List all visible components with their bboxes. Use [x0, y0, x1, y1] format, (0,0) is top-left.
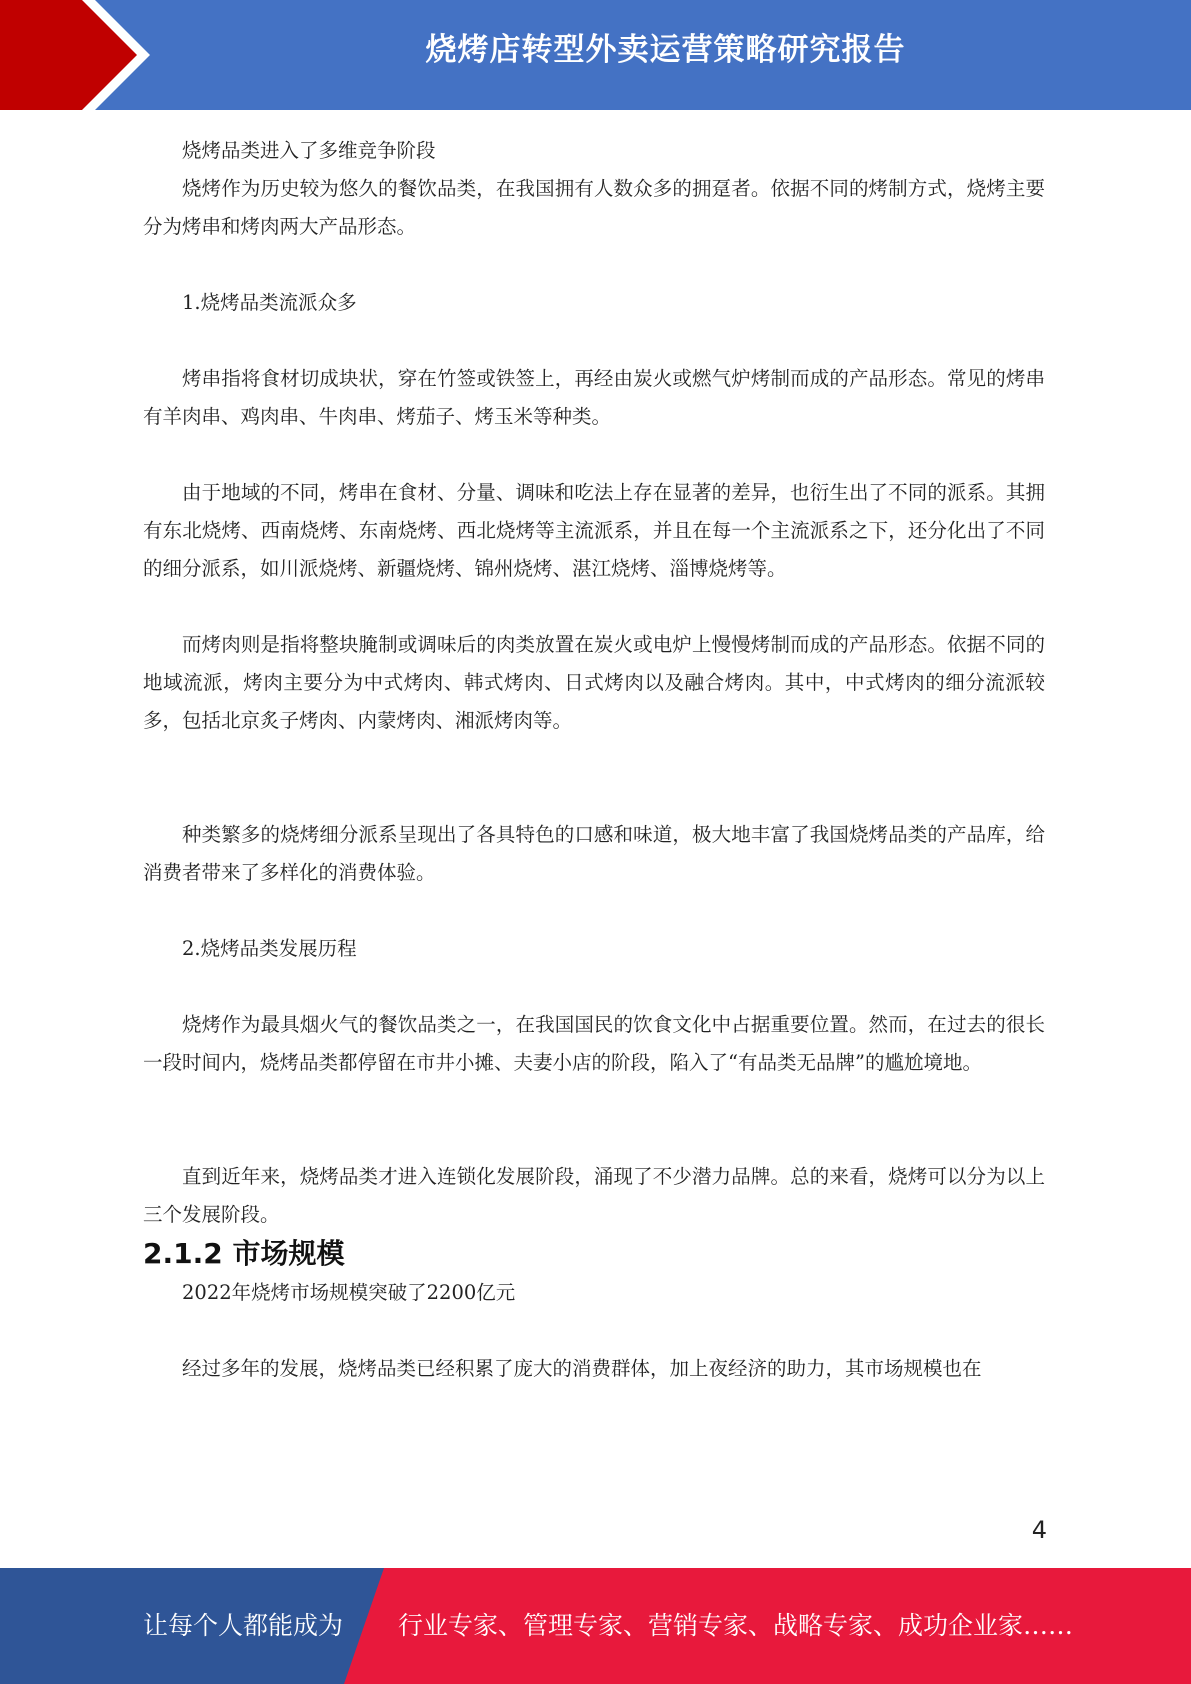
paragraph: 种类繁多的烧烤细分派系呈现出了各具特色的口感和味道，极大地丰富了我国烧烤品类的产品库，给消费者带来了多样化的消费体验。 — [143, 823, 1045, 884]
paragraph: 而烤肉则是指将整块腌制或调味后的肉类放置在炭火或电炉上慢慢烤制而成的产品形态。依据不同的地域流派，烤肉主要分为中式烤肉、韩式烤肉、日式烤肉以及融合烤肉。其中，中式烤肉的细分流派较多，包括北京炙子烤肉、内蒙烤肉、湘派烤肉等。 — [143, 633, 1045, 732]
page-number: 4 — [1031, 1516, 1047, 1544]
paragraph-intro-heading: 烧烤品类进入了多维竞争阶段 — [182, 139, 436, 162]
paragraph: 烤串指将食材切成块状，穿在竹签或铁签上，再经由炭火或燃气炉烤制而成的产品形态。常见的烤串有羊肉串、鸡肉串、牛肉串、烤茄子、烤玉米等种类。 — [143, 367, 1045, 428]
paragraph: 经过多年的发展，烧烤品类已经积累了庞大的消费群体，加上夜经济的助力，其市场规模也在 — [182, 1357, 982, 1380]
paragraph: 由于地域的不同，烤串在食材、分量、调味和吃法上存在显著的差异，也衍生出了不同的派系。其拥有东北烧烤、西南烧烤、东南烧烤、西北烧烤等主流派系，并且在每一个主流派系之下，还分化出了不同的细分派系，如川派烧烤、新疆烧烤、锦州烧烤、湛江烧烤、淄博烧烤等。 — [143, 481, 1045, 580]
footer-slogan-right: 行业专家、管理专家、营销专家、战略专家、成功企业家…… — [398, 1611, 1074, 1640]
subsection-heading: 2.烧烤品类发展历程 — [182, 937, 357, 960]
report-title: 烧烤店转型外卖运营策略研究报告 — [425, 32, 906, 68]
paragraph: 2022年烧烤市场规模突破了2200亿元 — [182, 1281, 516, 1304]
document-body — [143, 132, 1045, 1388]
subsection-heading: 1.烧烤品类流派众多 — [182, 291, 357, 314]
section-heading: 2.1.2 市场规模 — [143, 1237, 345, 1270]
paragraph: 烧烤作为最具烟火气的餐饮品类之一，在我国国民的饮食文化中占据重要位置。然而，在过去的很长一段时间内，烧烤品类都停留在市井小摊、夫妻小店的阶段，陷入了“有品类无品牌”的尴尬境地。 — [143, 1013, 1045, 1074]
page-footer — [0, 1568, 1191, 1684]
page-header — [0, 0, 1191, 110]
footer-slogan-left: 让每个人都能成为 — [143, 1611, 344, 1640]
paragraph: 烧烤作为历史较为悠久的餐饮品类，在我国拥有人数众多的拥趸者。依据不同的烤制方式，烧烤主要分为烤串和烤肉两大产品形态。 — [143, 177, 1045, 238]
paragraph: 直到近年来，烧烤品类才进入连锁化发展阶段，涌现了不少潜力品牌。总的来看，烧烤可以分为以上三个发展阶段。 — [143, 1165, 1045, 1226]
